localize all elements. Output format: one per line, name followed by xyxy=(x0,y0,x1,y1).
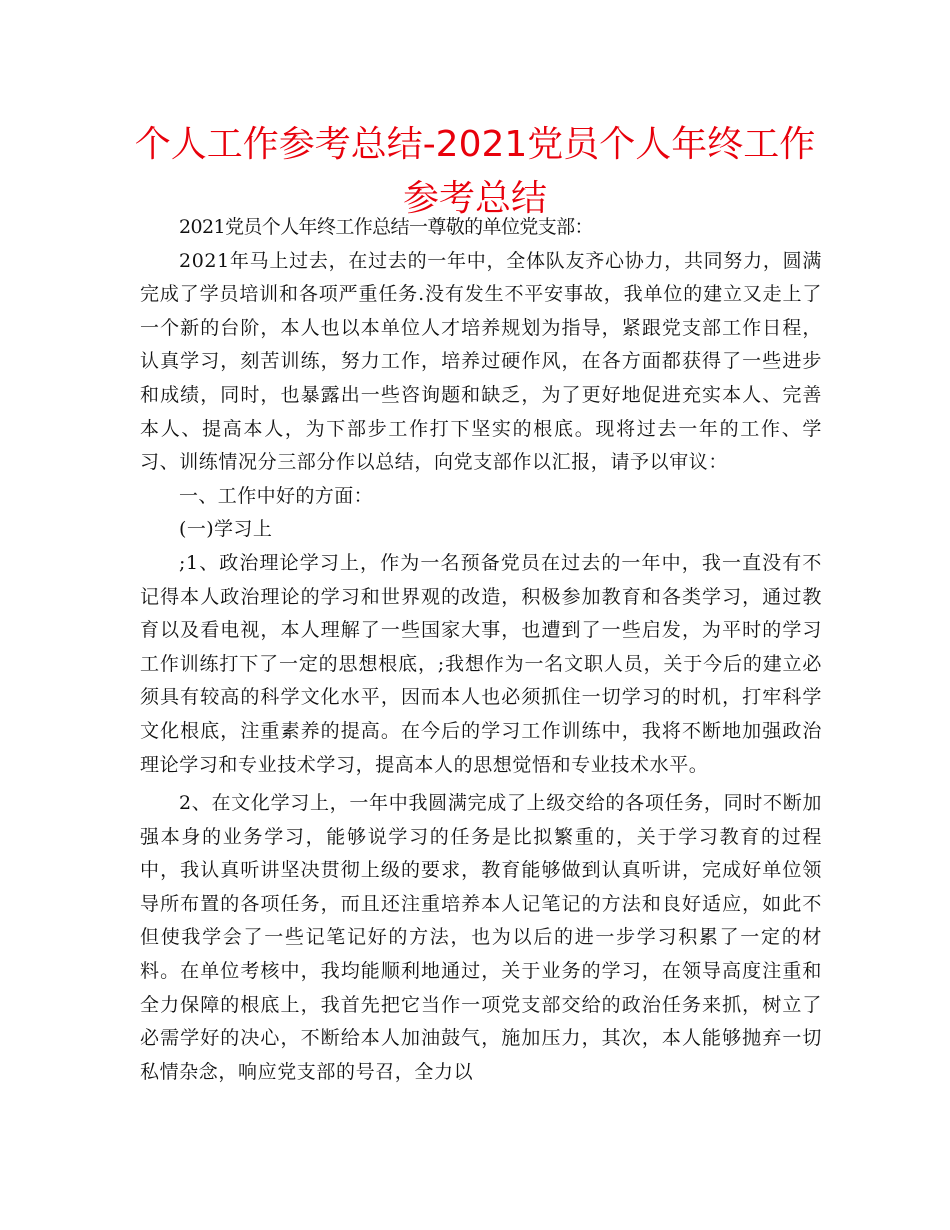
political-study-paragraph: ;1、政治理论学习上，作为一名预备党员在过去的一年中，我一直没有不记得本人政治理论的学习和世界观的改造，积极参加教育和各类学习，通过教育以及看电视，本人理解了一些国家大事，也遭到了一些启发，为平时的学习工作训练打下了一定的思想根底，;我想作为一名文职人员，关于今后的建立必须具有较高的科学文化水平，因而本人也必须抓住一切学习的时机，打牢科学文化根底，注重素养的提高。在今后的学习工作训练中，我将不断地加强政治理论学习和专业技术学习，提高本人的思想觉悟和专业技术水平。 xyxy=(140,551,822,776)
intro-paragraph: 2021年马上过去，在过去的一年中，全体队友齐心协力，共同努力，圆满完成了学员培训和各项严重任务.没有发生不平安事故，我单位的建立又走上了一个新的台阶，本人也以本单位人才培养规划为指导，紧跟党支部工作日程，认真学习，刻苦训练，努力工作，培养过硬作风，在各方面都获得了一些进步和成绩，同时，也暴露出一些咨询题和缺乏，为了更好地促进充实本人、完善本人、提高本人，为下部步工作打下坚实的根底。现将过去一年的工作、学习、训练情况分三部分作以总结，向党支部作以汇报，请予以审议： xyxy=(140,249,822,474)
greeting-paragraph: 2021党员个人年终工作总结一尊敬的单位党支部： xyxy=(179,216,593,238)
section-heading: 一、工作中好的方面： xyxy=(179,484,374,507)
document-title: 个人工作参考总结-2021党员个人年终工作参考总结 xyxy=(134,124,816,219)
cultural-study-paragraph: 2、在文化学习上，一年中我圆满完成了上级交给的各项任务，同时不断加强本身的业务学习，能够说学习的任务是比拟繁重的，关于学习教育的过程中，我认真听讲坚决贯彻上级的要求，教育能够做到认真听讲，完成好单位领导所布置的各项任务，而且还注重培养本人记笔记的方法和良好适应，如此不但使我学会了一些记笔记好的方法，也为以后的进一步学习积累了一定的材料。在单位考核中，我均能顺利地通过，关于业务的学习，在领导高度注重和全力保障的根底上，我首先把它当作一项党支部交给的政治任务来抓，树立了必需学好的决心，不断给本人加油鼓气，施加压力，其次，本人能够抛弃一切私情杂念，响应党支部的号召，全力以 xyxy=(140,792,822,1083)
subsection-heading: (一)学习上 xyxy=(179,518,273,541)
document-body xyxy=(140,211,822,1089)
